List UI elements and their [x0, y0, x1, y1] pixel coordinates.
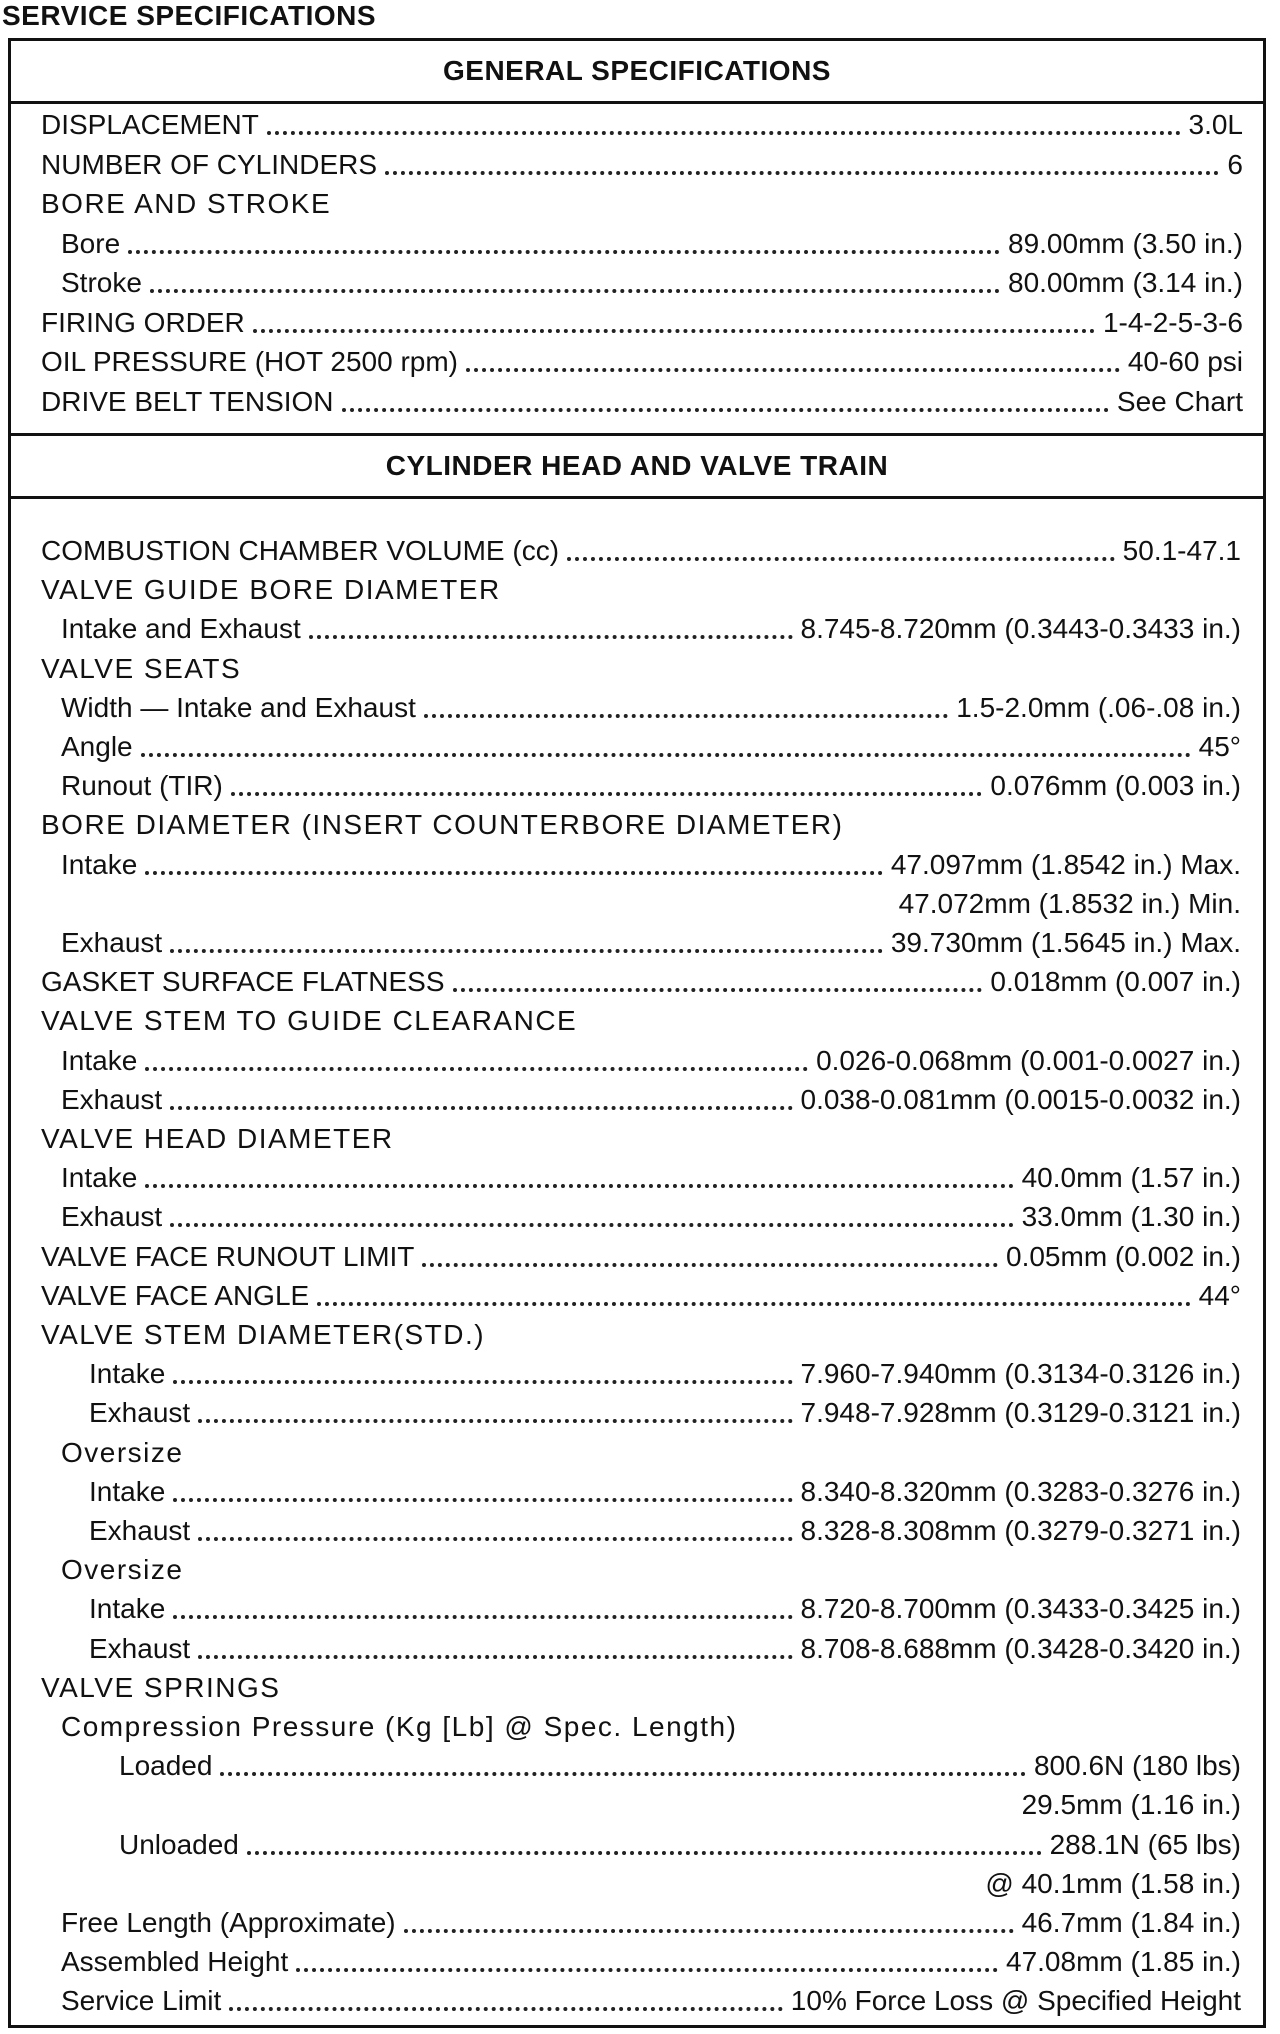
spec-value: 0.018mm (0.007 in.) [990, 966, 1241, 998]
dot-leader [145, 871, 883, 875]
spec-label: Runout (TIR) [61, 770, 223, 802]
spec-label: Exhaust [61, 1083, 163, 1115]
spec-row [61, 1078, 1241, 1118]
spec-label: Exhaust [89, 1632, 191, 1664]
spec-label: NUMBER OF CYLINDERS [41, 148, 378, 180]
spec-label: Assembled Height [61, 1946, 289, 1978]
spec-label: Loaded [119, 1750, 213, 1782]
spec-row [89, 1587, 1241, 1627]
spec-value: 8.720-8.700mm (0.3433-0.3425 in.) [800, 1593, 1241, 1625]
spec-row [119, 1823, 1241, 1863]
dot-leader [453, 988, 983, 992]
dot-leader [145, 1184, 1013, 1188]
spec-label: VALVE GUIDE BORE DIAMETER [41, 574, 501, 606]
spec-value: 8.745-8.720mm (0.3443-0.3433 in.) [800, 613, 1241, 645]
spec-value: 47.072mm (1.8532 in.) Min. [898, 887, 1241, 919]
spec-row [61, 843, 1241, 883]
spec-row [41, 1117, 1241, 1157]
dot-leader [198, 1655, 792, 1659]
spec-label: VALVE FACE ANGLE [41, 1279, 310, 1311]
spec-row [41, 529, 1241, 569]
spec-value: 46.7mm (1.84 in.) [1021, 1907, 1241, 1938]
spec-row [41, 1666, 1241, 1706]
spec-label: Oversize [61, 1554, 184, 1586]
spec-value: 8.328-8.308mm (0.3279-0.3271 in.) [800, 1515, 1241, 1546]
dot-leader [220, 1772, 1026, 1776]
spec-row [41, 1274, 1241, 1314]
dot-leader [229, 2007, 783, 2011]
spec-row [41, 960, 1241, 1000]
spec-label: DRIVE BELT TENSION [41, 385, 334, 417]
spec-value: 80.00mm (3.14 in.) [1008, 267, 1243, 298]
spec-label: VALVE STEM TO GUIDE CLEARANCE [41, 1005, 578, 1037]
spec-row [61, 1195, 1241, 1235]
spec-value: 1.5-2.0mm (.06-.08 in.) [956, 691, 1241, 723]
dot-leader [198, 1419, 792, 1423]
page-title: SERVICE SPECIFICATIONS [2, 0, 377, 31]
dot-leader [247, 1851, 1042, 1855]
dot-leader [422, 1263, 998, 1267]
dot-leader [567, 557, 1115, 561]
spec-label: Width — Intake and Exhaust [61, 691, 416, 723]
spec-value: @ 40.1mm (1.58 in.) [985, 1867, 1241, 1899]
spec-label: BORE AND STROKE [41, 188, 332, 219]
spec-label: Intake and Exhaust [61, 613, 301, 645]
spec-row [61, 1940, 1241, 1980]
spec-row [41, 380, 1243, 420]
spec-label: Intake [61, 1162, 138, 1194]
dot-leader [173, 1380, 792, 1384]
spec-row [41, 1313, 1241, 1353]
spec-row [61, 222, 1243, 262]
spec-value: 8.340-8.320mm (0.3283-0.3276 in.) [800, 1475, 1241, 1507]
spec-row [61, 1548, 1241, 1588]
spec-value: 50.1-47.1 [1122, 535, 1241, 566]
spec-row [61, 882, 1241, 922]
dot-leader [424, 714, 948, 718]
spec-value: 47.08mm (1.85 in.) [1006, 1946, 1241, 1978]
dot-leader [267, 131, 1181, 135]
dot-leader [170, 1106, 792, 1110]
spec-row [61, 686, 1241, 726]
spec-value: 8.708-8.688mm (0.3428-0.3420 in.) [800, 1632, 1241, 1664]
spec-value: 288.1N (65 lbs) [1049, 1828, 1241, 1860]
spec-value: 10% Force Loss @ Specified Height [790, 1985, 1241, 2017]
spec-row [119, 1744, 1241, 1784]
spec-label: VALVE STEM DIAMETER(STD.) [41, 1319, 486, 1350]
dot-leader [231, 792, 983, 796]
spec-row [41, 647, 1241, 687]
spec-label: VALVE SEATS [41, 652, 242, 684]
spec-row [119, 1862, 1241, 1902]
spec-row [89, 1391, 1241, 1431]
spec-value: 44° [1198, 1279, 1241, 1311]
spec-label: Exhaust [61, 1201, 163, 1233]
spec-row [61, 1705, 1241, 1745]
spec-value: 29.5mm (1.16 in.) [1021, 1789, 1241, 1821]
spec-row [41, 103, 1243, 143]
spec-value: 40-60 psi [1127, 346, 1243, 377]
dot-leader [296, 1968, 998, 1972]
spec-label: Intake [89, 1593, 166, 1625]
spec-row [41, 182, 1243, 222]
spec-label: GASKET SURFACE FLATNESS [41, 966, 445, 998]
dot-leader [253, 329, 1095, 333]
spec-row [119, 1783, 1241, 1823]
spec-row [89, 1470, 1241, 1510]
dot-leader [128, 250, 1000, 254]
spec-value: 39.730mm (1.5645 in.) Max. [890, 927, 1241, 958]
spec-value: 7.960-7.940mm (0.3134-0.3126 in.) [800, 1358, 1241, 1390]
spec-label: Exhaust [89, 1397, 191, 1429]
spec-label: Intake [89, 1475, 166, 1507]
spec-row [89, 1627, 1241, 1667]
spec-value: 33.0mm (1.30 in.) [1021, 1201, 1241, 1233]
spec-row [61, 725, 1241, 765]
dot-leader [173, 1498, 792, 1502]
dot-leader [170, 1223, 1013, 1227]
spec-row [41, 803, 1241, 843]
spec-label: VALVE FACE RUNOUT LIMIT [41, 1240, 415, 1272]
spec-value: 0.038-0.081mm (0.0015-0.0032 in.) [800, 1083, 1241, 1115]
section-header-general: GENERAL SPECIFICATIONS [11, 41, 1263, 104]
spec-label: Bore [61, 227, 121, 259]
spec-value: 0.076mm (0.003 in.) [990, 770, 1241, 802]
spec-value: 45° [1198, 731, 1241, 762]
spec-value: 40.0mm (1.57 in.) [1021, 1162, 1241, 1194]
spec-row [41, 999, 1241, 1039]
spec-row [41, 1235, 1241, 1275]
spec-label: Service Limit [61, 1985, 222, 2017]
dot-leader [317, 1302, 1190, 1306]
spec-value: 47.097mm (1.8542 in.) Max. [890, 848, 1241, 880]
spec-row [61, 1979, 1241, 2019]
spec-row [61, 1156, 1241, 1196]
spec-row [61, 1901, 1241, 1941]
spec-label: Intake [89, 1358, 166, 1390]
spec-row [41, 340, 1243, 380]
spec-label: VALVE SPRINGS [41, 1671, 281, 1703]
dot-leader [150, 289, 1000, 293]
spec-value: 6 [1227, 148, 1243, 180]
spec-label: Exhaust [61, 927, 163, 958]
dot-leader [198, 1537, 792, 1541]
spec-row [61, 1431, 1241, 1471]
spec-value: 89.00mm (3.50 in.) [1008, 227, 1243, 259]
spec-label: Intake [61, 848, 138, 880]
spec-row [41, 301, 1243, 341]
spec-label: Intake [61, 1044, 138, 1076]
spec-row [61, 764, 1241, 804]
dot-leader [309, 635, 793, 639]
dot-leader [173, 1615, 792, 1619]
dot-leader [385, 171, 1219, 175]
spec-label: COMBUSTION CHAMBER VOLUME (cc) [41, 535, 560, 566]
spec-value: 3.0L [1188, 109, 1243, 140]
section-header-cylinder-head: CYLINDER HEAD AND VALVE TRAIN [11, 433, 1263, 499]
spec-row [41, 143, 1243, 183]
spec-value: 0.05mm (0.002 in.) [1006, 1240, 1241, 1272]
spec-value: 1-4-2-5-3-6 [1102, 306, 1243, 338]
spec-row [89, 1352, 1241, 1392]
spec-value: See Chart [1116, 385, 1243, 417]
dot-leader [466, 368, 1120, 372]
spec-value: 0.026-0.068mm (0.001-0.0027 in.) [816, 1044, 1241, 1076]
spec-label: BORE DIAMETER (INSERT COUNTERBORE DIAMETER) [41, 809, 844, 841]
spec-value: 800.6N (180 lbs) [1033, 1750, 1241, 1782]
spec-row [41, 568, 1241, 608]
spec-label: Free Length (Approximate) [61, 1907, 396, 1938]
spec-row [89, 1509, 1241, 1549]
spec-label: Stroke [61, 267, 142, 298]
dot-leader [404, 1929, 1014, 1933]
spec-row [61, 607, 1241, 647]
spec-label: Oversize [61, 1436, 184, 1468]
dot-leader [170, 949, 883, 953]
spec-row [61, 1039, 1241, 1079]
spec-row [61, 261, 1243, 301]
spec-label: VALVE HEAD DIAMETER [41, 1123, 394, 1154]
spec-value: 7.948-7.928mm (0.3129-0.3121 in.) [800, 1397, 1241, 1429]
dot-leader [342, 408, 1109, 412]
spec-label: DISPLACEMENT [41, 109, 259, 140]
spec-label: Compression Pressure (Kg [Lb] @ Spec. Length) [61, 1711, 738, 1742]
spec-label: Angle [61, 731, 133, 762]
spec-label: Unloaded [119, 1828, 239, 1860]
spec-table [8, 38, 1266, 2028]
spec-label: OIL PRESSURE (HOT 2500 rpm) [41, 346, 459, 377]
spec-label: Exhaust [89, 1515, 191, 1546]
spec-row [61, 921, 1241, 961]
spec-label: FIRING ORDER [41, 306, 245, 338]
dot-leader [145, 1067, 808, 1071]
dot-leader [141, 753, 1191, 757]
